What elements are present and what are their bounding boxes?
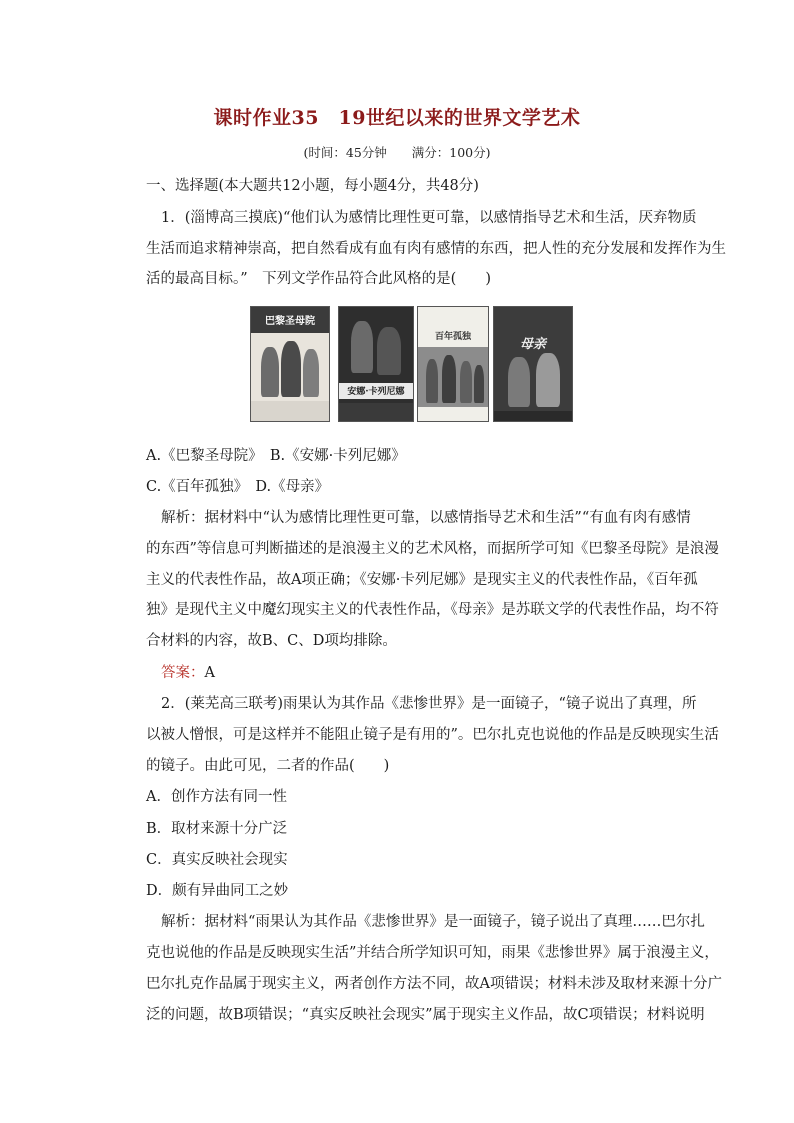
q1-stem-line-3: 活的最高目标。” 下列文学作品符合此风格的是( )	[146, 271, 491, 287]
answer-value: A	[204, 665, 215, 681]
q1-analysis-line-5: 合材料的内容，故B、C、D项均排除。	[146, 633, 397, 649]
q1-analysis-line-3: 主义的代表性作品，故A项正确；《安娜·卡列尼娜》是现实主义的代表性作品，《百年孤	[146, 572, 698, 588]
q2-analysis-line-3: 巴尔扎克作品属于现实主义，两者创作方法不同，故A项错误；材料未涉及取材来源十分广	[146, 976, 722, 992]
q1-analysis-line-4: 独》是现代主义中魔幻现实主义的代表性作品，《母亲》是苏联文学的代表性作品，均不符	[146, 602, 719, 618]
cover-title: 百年孤独	[434, 332, 471, 342]
q1-analysis-line-1: 解析：据材料中“认为感情比理性更可靠，以感情指导艺术和生活”“有血有肉有感情	[161, 510, 691, 526]
q1-options-cd: C.《百年孤独》 D.《母亲》	[146, 479, 330, 495]
q2-stem-line-1: 2．(莱芜高三联考)雨果认为其作品《悲惨世界》是一面镜子，“镜子说出了真理，所	[161, 696, 697, 712]
q2-stem-line-2: 以被人憎恨，可是这样并不能阻止镜子是有用的”。巴尔扎克也说他的作品是反映现实生活	[146, 727, 719, 743]
q2-stem-line-3: 的镜子。由此可见，二者的作品( )	[146, 758, 390, 774]
q1-stem-line-1: 1．(淄博高三摸底)“他们认为感情比理性更可靠，以感情指导艺术和生活，厌弃物质	[161, 210, 697, 226]
book-covers-figure	[250, 306, 572, 424]
section-heading: 一、选择题(本大题共12小题，每小题4分，共48分)	[146, 178, 479, 194]
q1-options-ab: A.《巴黎圣母院》 B.《安娜·卡列尼娜》	[146, 448, 406, 464]
book-cover-notre-dame	[250, 306, 330, 422]
q2-analysis-line-1: 解析：据材料“雨果认为其作品《悲惨世界》是一面镜子，镜子说出了真理……巴尔扎	[161, 914, 705, 930]
q2-analysis-line-4: 泛的问题，故B项错误；“真实反映社会现实”属于现实主义作品，故C项错误；材料说明	[146, 1007, 705, 1023]
q2-option-b: B．取材来源十分广泛	[146, 821, 288, 837]
page-subtitle: (时间：45分钟 满分：100分)	[303, 145, 491, 160]
cover-title: 安娜·卡列尼娜	[347, 387, 405, 397]
q1-answer	[161, 662, 721, 684]
page-title: 课时作业35 19世纪以来的世界文学艺术	[213, 107, 581, 129]
cover-title: 巴黎圣母院	[265, 316, 315, 327]
cover-title: 母亲	[519, 337, 546, 352]
book-cover-hundred-years	[417, 306, 489, 422]
q2-option-d: D．颇有异曲同工之妙	[146, 883, 289, 899]
q2-analysis-line-2: 克也说他的作品是反映现实生活”并结合所学知识可知，雨果《悲惨世界》属于浪漫主义，	[146, 945, 719, 961]
answer-label: 答案：	[161, 665, 205, 681]
book-cover-mother	[493, 306, 573, 422]
q2-option-a: A．创作方法有同一性	[146, 789, 287, 805]
q2-option-c: C．真实反映社会现实	[146, 852, 288, 868]
q1-stem-line-2: 生活而追求精神崇高，把自然看成有血有肉有感情的东西，把人性的充分发展和发挥作为生	[146, 241, 726, 257]
book-cover-anna-karenina	[338, 306, 414, 422]
q1-analysis-line-2: 的东西”等信息可判断描述的是浪漫主义的艺术风格，而据所学可知《巴黎圣母院》是浪漫	[146, 541, 719, 557]
